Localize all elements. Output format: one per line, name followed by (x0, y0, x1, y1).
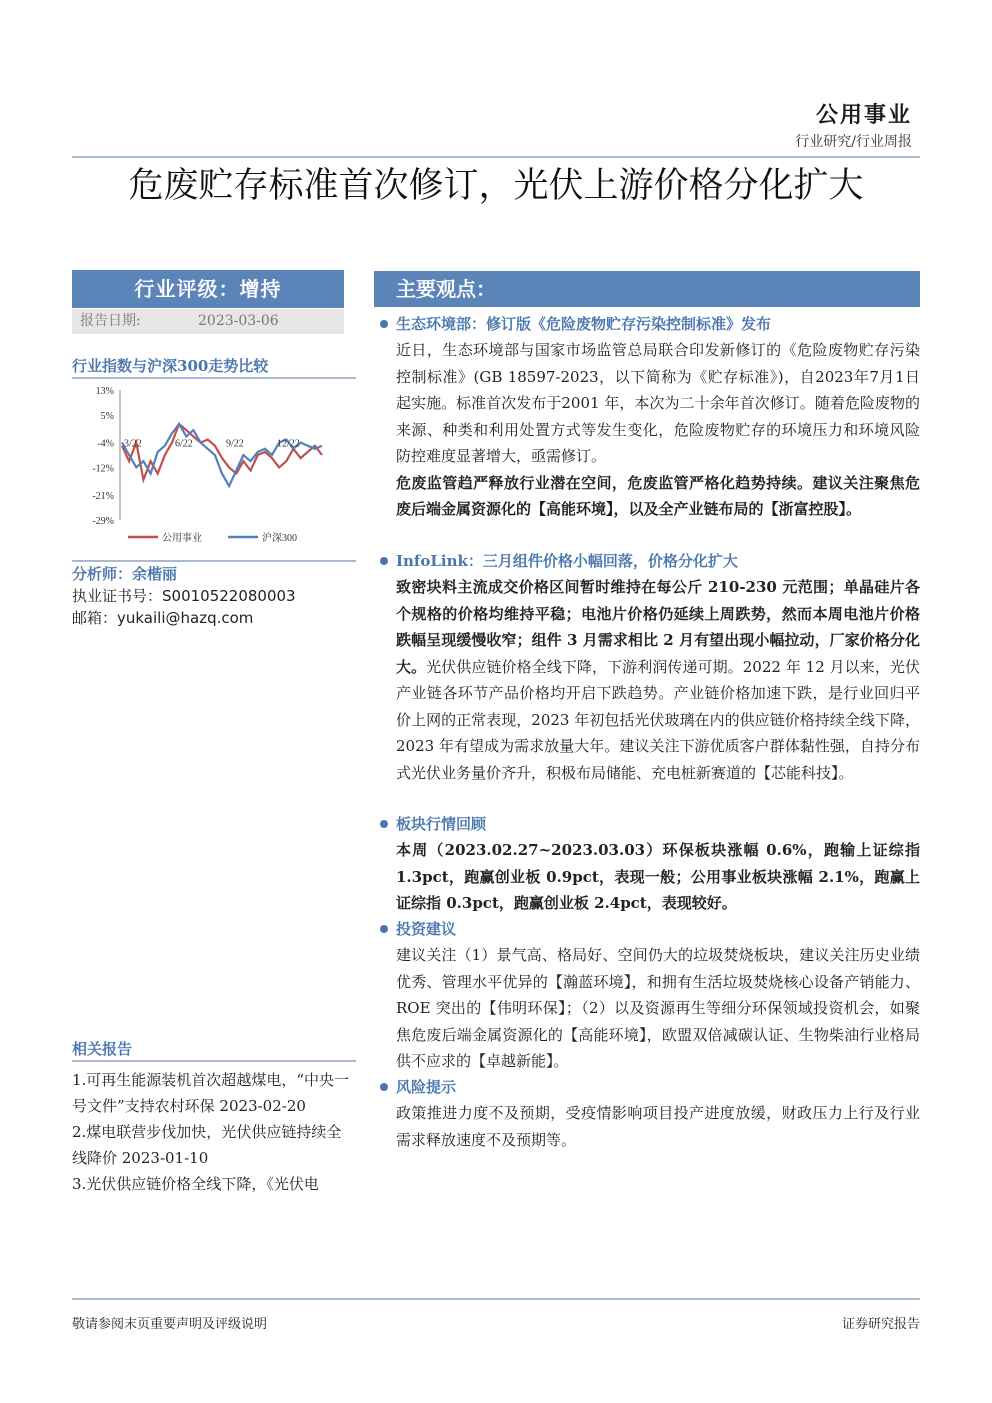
related-reports-heading: 相关报告 (72, 1040, 133, 1058)
report-date (72, 309, 344, 334)
section-5 (374, 1074, 920, 1153)
legend-label: 沪深300 (262, 533, 297, 544)
section-2-para-bold: 致密块料主流成交价格区间暂时维持在每公斤 210-230 元范围；单晶硅片各个规格的价格均维持平稳；电池片价格仍延续上周跌势，然而本周电池片价格跌幅呈现缓慢收窄；组件 3 月需求相比 2 月有望出现小幅拉动，厂家价格分化大。 (396, 578, 920, 676)
footer-divider (72, 1298, 920, 1300)
main-points-heading (374, 271, 920, 307)
related-report-item[interactable]: 1.可再生能源装机首次超越煤电，“中央一号文件”支持农村环保 2023-02-20 (72, 1071, 349, 1115)
bullet-icon (380, 925, 388, 933)
section-4-title: 投资建议 (374, 916, 920, 942)
y-tick-label: -21% (92, 491, 114, 503)
series-line-沪深300 (122, 424, 322, 486)
report-date-label: 报告日期: (80, 313, 141, 329)
section-3-title: 板块行情回顾 (374, 811, 920, 837)
section-5-para: 政策推进力度不及预期，受疫情影响项目投产进度放缓，财政压力上行及行业需求释放速度不及预期等。 (396, 1104, 920, 1149)
section-2-para-rest: 光伏供应链价格全线下降，下游利润传递可期。2022 年 12 月以来，光伏产业链各环节产品价格均开启下跌趋势。产业链价格加速下跌，是行业回归平价上网的正常表现，2023 年初包括光伏玻璃在内的供应链价格持续全线下降，2023 年有望成为需求放量大年。建议关注下游优质客户群体黏性强，自持分布式光伏业务量价齐升，积极布局储能、充电桩新赛道的【芯能科技】。 (396, 657, 920, 782)
section-4 (374, 916, 920, 1075)
x-tick-label: 6/22 (175, 438, 193, 450)
related-reports-divider (72, 1060, 356, 1062)
section-2 (374, 548, 920, 786)
x-tick-label: 9/22 (226, 438, 244, 450)
section-5-title: 风险提示 (374, 1074, 920, 1100)
section-2-title: InfoLink：三月组件价格小幅回落，价格分化扩大 (374, 548, 920, 574)
main-points-label: 主要观点： (396, 277, 496, 301)
x-tick-label: 12/22 (277, 438, 300, 450)
related-report-item[interactable]: 2.煤电联营步伐加快，光伏供应链持续全线降价 2023-01-10 (72, 1123, 342, 1167)
x-tick-label: 3/22 (124, 438, 142, 450)
section-3-para: 本周（2023.02.27~2023.03.03）环保板块涨幅 0.6%，跑输上证综指 1.3pct，跑赢创业板 0.9pct，表现一般；公用事业板块涨幅 2.1%，跑赢上证综指 0.3pct，跑赢创业板 2.4pct，表现较好。 (396, 841, 920, 912)
section-2-para (374, 574, 920, 786)
section-1-title: 生态环境部：修订版《危险废物贮存污染控制标准》发布 (374, 311, 920, 337)
footer-disclaimer: 敬请参阅末页重要声明及评级说明 (72, 1317, 268, 1332)
section-1 (374, 311, 920, 523)
header-divider (72, 156, 920, 158)
chart-heading: 行业指数与沪深300走势比较 (72, 357, 269, 375)
index-comparison-chart (72, 380, 356, 550)
analyst-heading: 分析师：余楷丽 (72, 565, 178, 583)
legend-label: 公用事业 (162, 533, 202, 544)
y-tick-label: 13% (95, 386, 114, 397)
section-1-para-1: 近日，生态环境部与国家市场监管总局联合印发新修订的《危险废物贮存污染控制标准》(GB 18597-2023，以下简称为《贮存标准》)，自2023年7月1日起实施。标准首次发布于2001 年，本次为二十余年首次修订。随着危险废物的来源、种类和利用处置方式等发生变化，危险废物贮存的环境压力和环境风险防控难度显著增大，亟需修订。 (396, 341, 920, 465)
report-date-value: 2023-03-06 (198, 313, 279, 329)
bullet-icon (380, 557, 388, 565)
y-tick-label: -29% (92, 516, 114, 527)
footer-label: 证券研究报告 (841, 1317, 920, 1332)
related-report-item[interactable]: 3.光伏供应链价格全线下降，《光伏电 (72, 1175, 319, 1193)
section-4-para: 建议关注（1）景气高、格局好、空间仍大的垃圾焚烧板块，建议关注历史业绩优秀、管理水平优异的【瀚蓝环境】，和拥有生活垃圾焚烧核心设备产销能力、ROE 突出的【伟明环保】；（2）以及资源再生等细分环保领域投资机会，如聚焦危废后端金属资源化的【高能环境】，欧盟双倍减碳认证、生物柴油行业格局供不应求的【卓越新能】。 (396, 946, 920, 1070)
chart-bottom-divider (72, 560, 356, 562)
related-reports-list (72, 1067, 350, 1197)
bullet-icon (380, 1083, 388, 1091)
report-title: 危废贮存标准首次修订，光伏上游价格分化扩大 (128, 166, 864, 206)
analyst-email: 邮箱：yukaili@hazq.com (72, 609, 254, 627)
chart-heading-divider (72, 377, 356, 379)
analyst-cert: 执业证书号：S0010522080003 (72, 587, 296, 605)
sector-label: 公用事业 (815, 102, 912, 128)
bullet-icon (380, 820, 388, 828)
industry-rating: 行业评级：增持 (72, 270, 344, 308)
section-3 (374, 811, 920, 917)
y-tick-label: -12% (92, 463, 114, 475)
report-type: 行业研究/行业周报 (795, 134, 912, 150)
analyst-info (72, 585, 296, 629)
bullet-icon (380, 320, 388, 328)
y-tick-label: 5% (100, 410, 114, 422)
section-1-para-2: 危废监管趋严释放行业潜在空间，危废监管严格化趋势持续。建议关注聚焦危废后端金属资源化的【高能环境】，以及全产业链布局的【浙富控股】。 (396, 473, 920, 518)
y-tick-label: -4% (97, 438, 114, 450)
